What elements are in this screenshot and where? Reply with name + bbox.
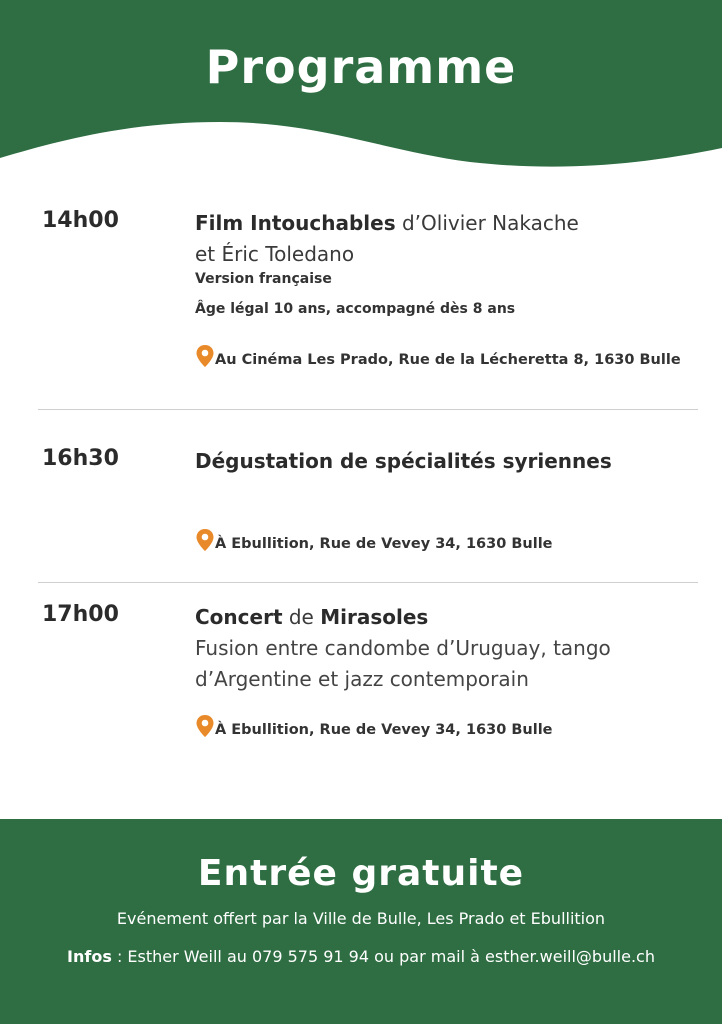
event-time: 14h00 xyxy=(42,208,119,233)
map-pin-icon xyxy=(195,344,215,368)
map-pin-icon xyxy=(195,528,215,552)
event-details xyxy=(195,446,695,477)
event-title-bold-artist: Mirasoles xyxy=(320,605,429,629)
event-title-bold: Dégustation de spécialités syriennes xyxy=(195,449,612,473)
event-location-text: À Ebullition, Rue de Vevey 34, 1630 Bulle xyxy=(215,536,553,552)
event-item xyxy=(38,602,698,752)
event-location-text: Au Cinéma Les Prado, Rue de la Lécheretta 8, 1630 Bulle xyxy=(215,352,681,368)
event-title-bold: Concert xyxy=(195,605,283,629)
event-time: 16h30 xyxy=(42,446,119,471)
event-location-text: À Ebullition, Rue de Vevey 34, 1630 Bulle xyxy=(215,722,553,738)
event-item xyxy=(38,208,698,398)
footer-infos-text: : Esther Weill au 079 575 91 94 ou par mail à esther.weill@bulle.ch xyxy=(111,947,655,966)
event-title-rest: d’Olivier Nakache xyxy=(395,211,579,235)
footer-offered-text: Evénement offert par la Ville de Bulle, Les Prado et Ebullition xyxy=(116,909,606,928)
divider xyxy=(38,582,698,583)
event-description-line2: d’Argentine et jazz contemporain xyxy=(195,667,529,691)
event-location xyxy=(195,714,553,738)
page-title: Programme xyxy=(205,40,517,94)
event-title xyxy=(195,602,695,633)
event-title xyxy=(195,208,695,239)
event-item xyxy=(38,446,698,566)
event-title xyxy=(195,446,695,477)
event-age-info: Âge légal 10 ans, accompagné dès 8 ans xyxy=(195,301,516,317)
event-time: 17h00 xyxy=(42,602,119,627)
event-subtitle: Version française xyxy=(195,271,332,287)
event-location xyxy=(195,344,681,368)
footer-infos xyxy=(0,947,722,966)
event-details xyxy=(195,602,695,695)
map-pin-icon xyxy=(195,714,215,738)
event-details xyxy=(195,208,695,318)
footer-infos-label: Infos xyxy=(67,947,112,966)
event-title-bold: Film Intouchables xyxy=(195,211,396,235)
footer-title: Entrée gratuite xyxy=(197,853,525,894)
event-location xyxy=(195,528,553,552)
event-description-line1: Fusion entre candombe d’Uruguay, tango xyxy=(195,636,611,660)
header xyxy=(0,0,722,175)
footer xyxy=(0,819,722,1024)
divider xyxy=(38,409,698,410)
event-title-mid: de xyxy=(282,605,321,629)
event-title-line2: et Éric Toledano xyxy=(195,242,355,266)
